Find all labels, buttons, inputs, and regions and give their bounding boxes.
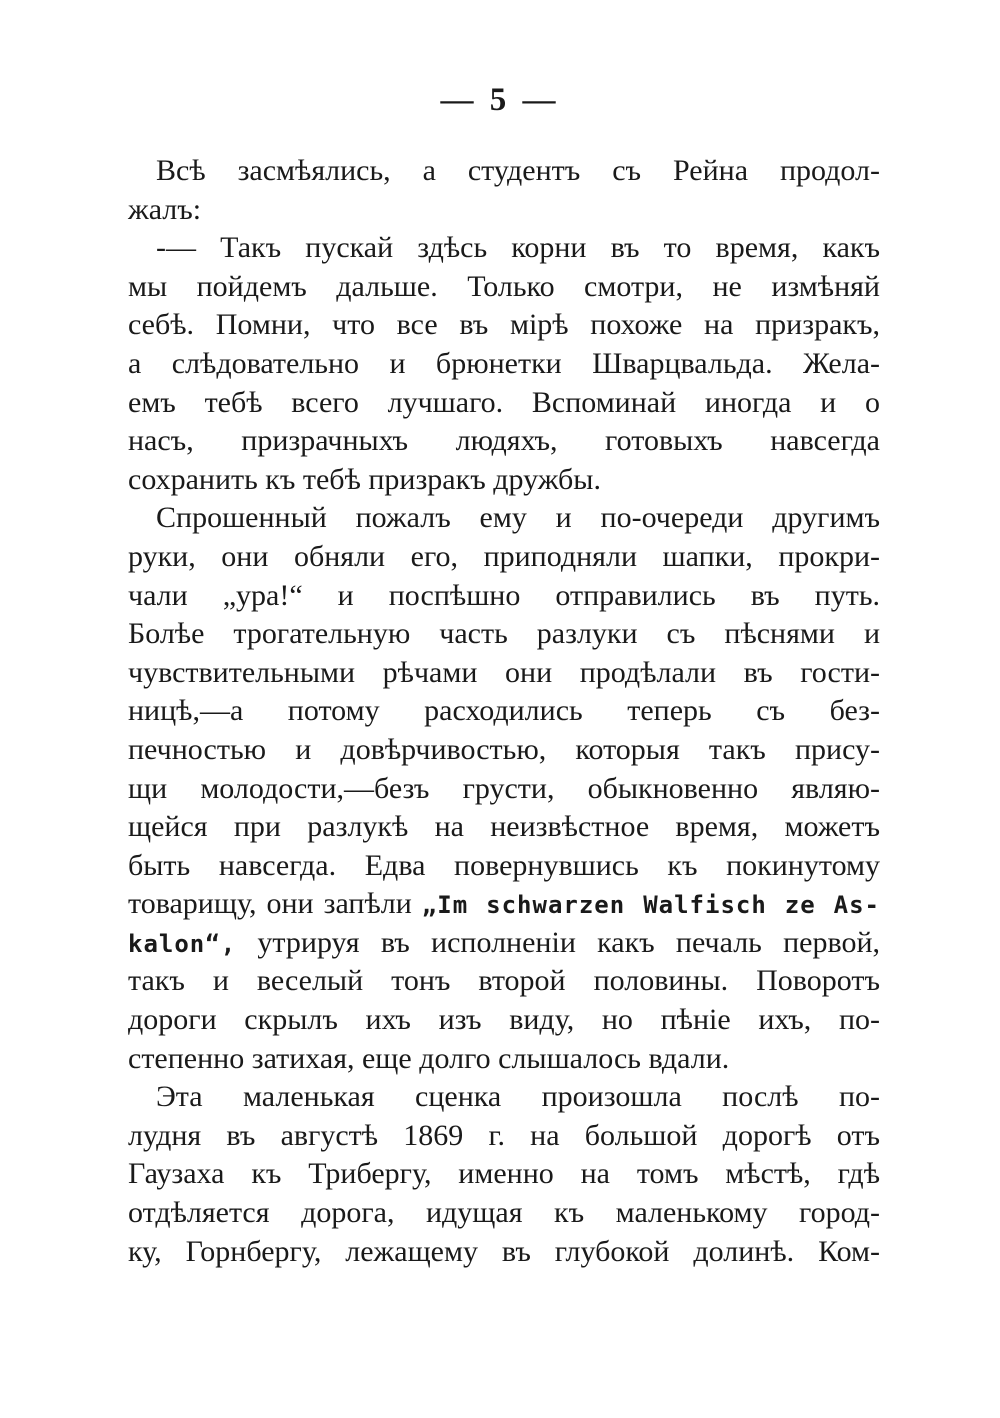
- text-line: жалъ:: [128, 192, 202, 226]
- text-line: насъ, призрачныхъ людяхъ, готовыхъ навсегда: [128, 424, 880, 458]
- text-line: дороги скрылъ ихъ изъ виду, но пѣніе ихъ, по-: [128, 1003, 880, 1037]
- text-fragment: товарищу, они запѣли: [128, 887, 412, 921]
- text-line: степенно затихая, еще долго слышалось вдали.: [128, 1041, 730, 1075]
- text-line: емъ тебѣ всего лучшаго. Вспоминай иногда и о: [128, 385, 880, 419]
- text-line: а слѣдовательно и брюнетки Шварцвальда. Жела-: [128, 346, 880, 380]
- text-line: себѣ. Помни, что все въ мірѣ похоже на призракъ,: [128, 308, 880, 342]
- text-line: Всѣ засмѣялись, а студентъ съ Рейна продол-: [156, 154, 880, 187]
- song-title-blackletter: kalon“,: [128, 929, 237, 958]
- text-line: сохранить къ тебѣ призракъ дружбы.: [128, 462, 601, 496]
- text-line: Спрошенный пожалъ ему и по-очереди другимъ: [156, 501, 880, 535]
- text-line: лудня въ августѣ 1869 г. на большой дорогѣ отъ: [128, 1118, 880, 1152]
- text-line: щи молодости,—безъ грусти, обыкновенно являю-: [128, 771, 880, 805]
- text-line: чали „ура!“ и поспѣшно отправились въ путь.: [128, 578, 880, 612]
- text-line-with-song-title: [128, 924, 880, 963]
- text-line: печностью и довѣрчивостью, которыя такъ прису-: [128, 732, 880, 766]
- text-line: мы пойдемъ дальше. Только смотри, не измѣняй: [128, 269, 880, 303]
- text-line: Болѣе трогательную часть разлуки съ пѣснями и: [128, 617, 880, 651]
- text-line: быть навсегда. Едва повернувшись къ покинутому: [128, 848, 880, 882]
- page-number: — 5 —: [440, 82, 560, 118]
- song-title-blackletter: „Im schwarzen Walfisch ze As-: [421, 891, 881, 920]
- text-line: -— Такъ пускай здѣсь корни въ то время, какъ: [156, 231, 880, 265]
- text-line: руки, они обняли его, приподняли шапки, прокри-: [128, 539, 880, 573]
- text-line: чувствительными рѣчами они продѣлали въ гости-: [128, 655, 880, 689]
- text-line: Эта маленькая сценка произошла послѣ по-: [156, 1080, 880, 1114]
- text-line: такъ и веселый тонъ второй половины. Поворотъ: [128, 964, 880, 998]
- body-text: [128, 152, 880, 1271]
- text-line: Гаузаха къ Трибергу, именно на томъ мѣстѣ, гдѣ: [128, 1157, 880, 1191]
- text-line: ницѣ,—а потому расходились теперь съ без-: [128, 694, 880, 728]
- text-line: щейся при разлукѣ на неизвѣстное время, можетъ: [128, 810, 880, 844]
- text-line: отдѣляется дорога, идущая къ маленькому город-: [128, 1196, 880, 1230]
- text-line: ку, Горнбергу, лежащему въ глубокой долинѣ. Ком-: [128, 1234, 880, 1268]
- text-line-with-song-title: [128, 885, 880, 924]
- text-fragment: утрируя въ исполненіи какъ печаль первой,: [257, 925, 880, 959]
